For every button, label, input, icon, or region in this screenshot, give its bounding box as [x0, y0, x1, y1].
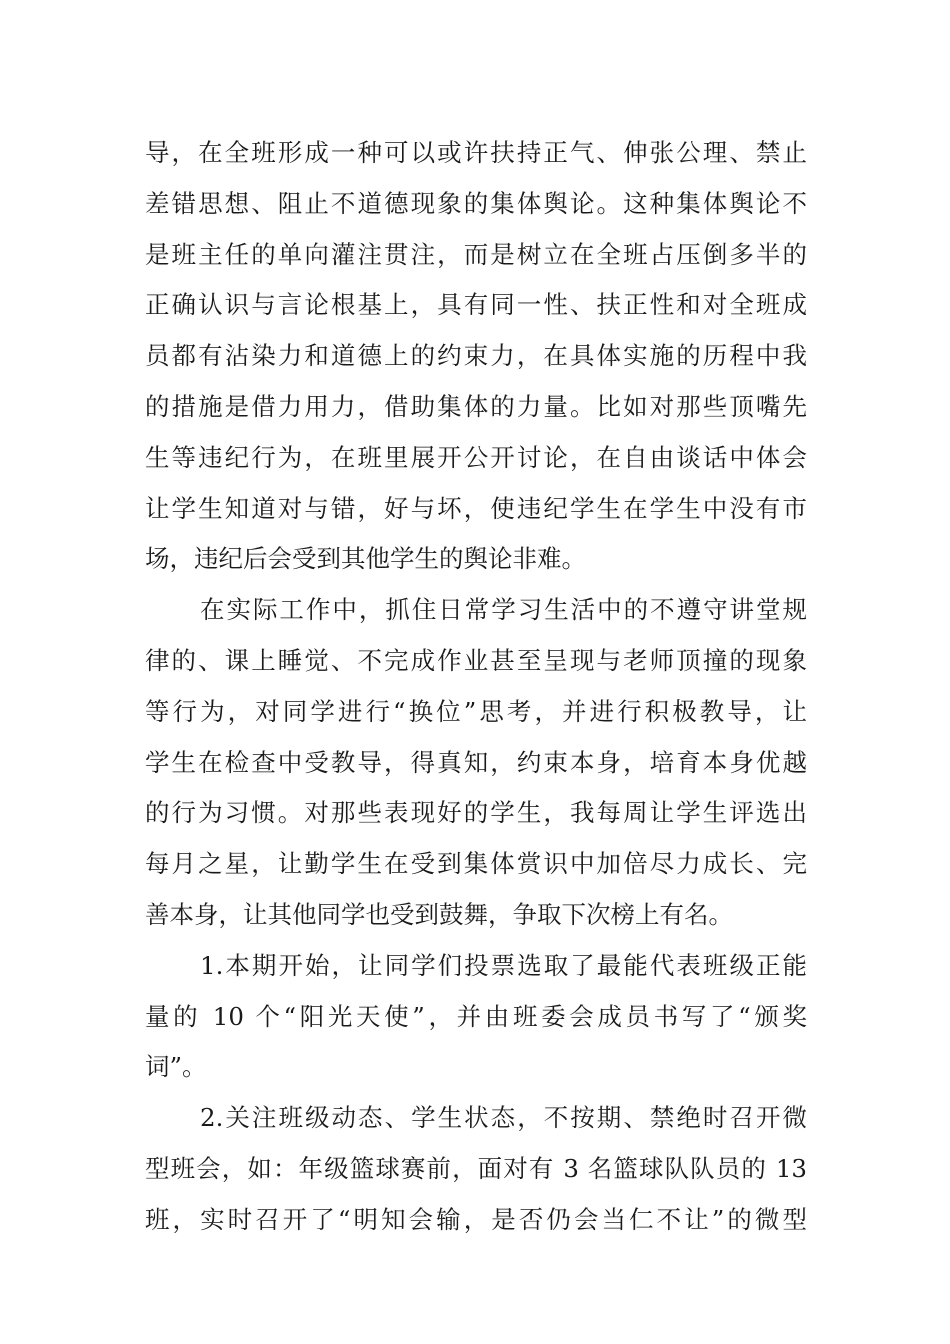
text-line: 的行为习惯。对那些表现好的学生，我每周让学生评选出 [145, 798, 807, 828]
text-line: 员都有沾染力和道德上的约束力，在具体实施的历程中我 [145, 341, 807, 371]
text-line: 的措施是借力用力，借助集体的力量。比如对那些顶嘴先 [145, 391, 807, 421]
text-line: 学生在检查中受教导，得真知，约束本身，培育本身优越 [145, 747, 807, 777]
text-line: 生等违纪行为，在班里展开公开讨论，在自由谈话中体会 [145, 442, 807, 472]
text-line: 等行为，对同学进行“换位”思考，并进行积极教导，让 [145, 696, 807, 726]
document-body [145, 128, 807, 1246]
text-line: 量的 10 个“阳光天使”，并由班委会成员书写了“颁奖 [145, 1001, 807, 1031]
text-line: 词”。 [145, 1052, 207, 1082]
text-line: 律的、课上睡觉、不完成作业甚至呈现与老师顶撞的现象 [145, 645, 807, 675]
text-line: 型班会，如：年级篮球赛前，面对有 3 名篮球队队员的 13 [145, 1153, 807, 1183]
text-line: 班，实时召开了“明知会输，是否仍会当仁不让”的微型 [145, 1204, 807, 1234]
text-line: 善本身，让其他同学也受到鼓舞，争取下次榜上有名。 [145, 899, 733, 929]
text-line: 场，违纪后会受到其他学生的舆论非难。 [145, 544, 586, 574]
text-line: 1.本期开始，让同学们投票选取了最能代表班级正能 [200, 950, 807, 980]
text-line: 每月之星，让勤学生在受到集体赏识中加倍尽力成长、完 [145, 849, 807, 879]
text-line: 让学生知道对与错，好与坏，使违纪学生在学生中没有市 [145, 493, 807, 523]
text-line: 在实际工作中，抓住日常学习生活中的不遵守讲堂规 [200, 595, 807, 625]
text-line: 正确认识与言论根基上，具有同一性、扶正性和对全班成 [145, 290, 807, 320]
text-line: 2.关注班级动态、学生状态，不按期、禁绝时召开微 [200, 1103, 807, 1133]
text-line: 导，在全班形成一种可以或许扶持正气、伸张公理、禁止 [145, 138, 807, 167]
text-line: 是班主任的单向灌注贯注，而是树立在全班占压倒多半的 [145, 239, 807, 269]
text-line: 差错思想、阻止不道德现象的集体舆论。这种集体舆论不 [145, 188, 807, 218]
